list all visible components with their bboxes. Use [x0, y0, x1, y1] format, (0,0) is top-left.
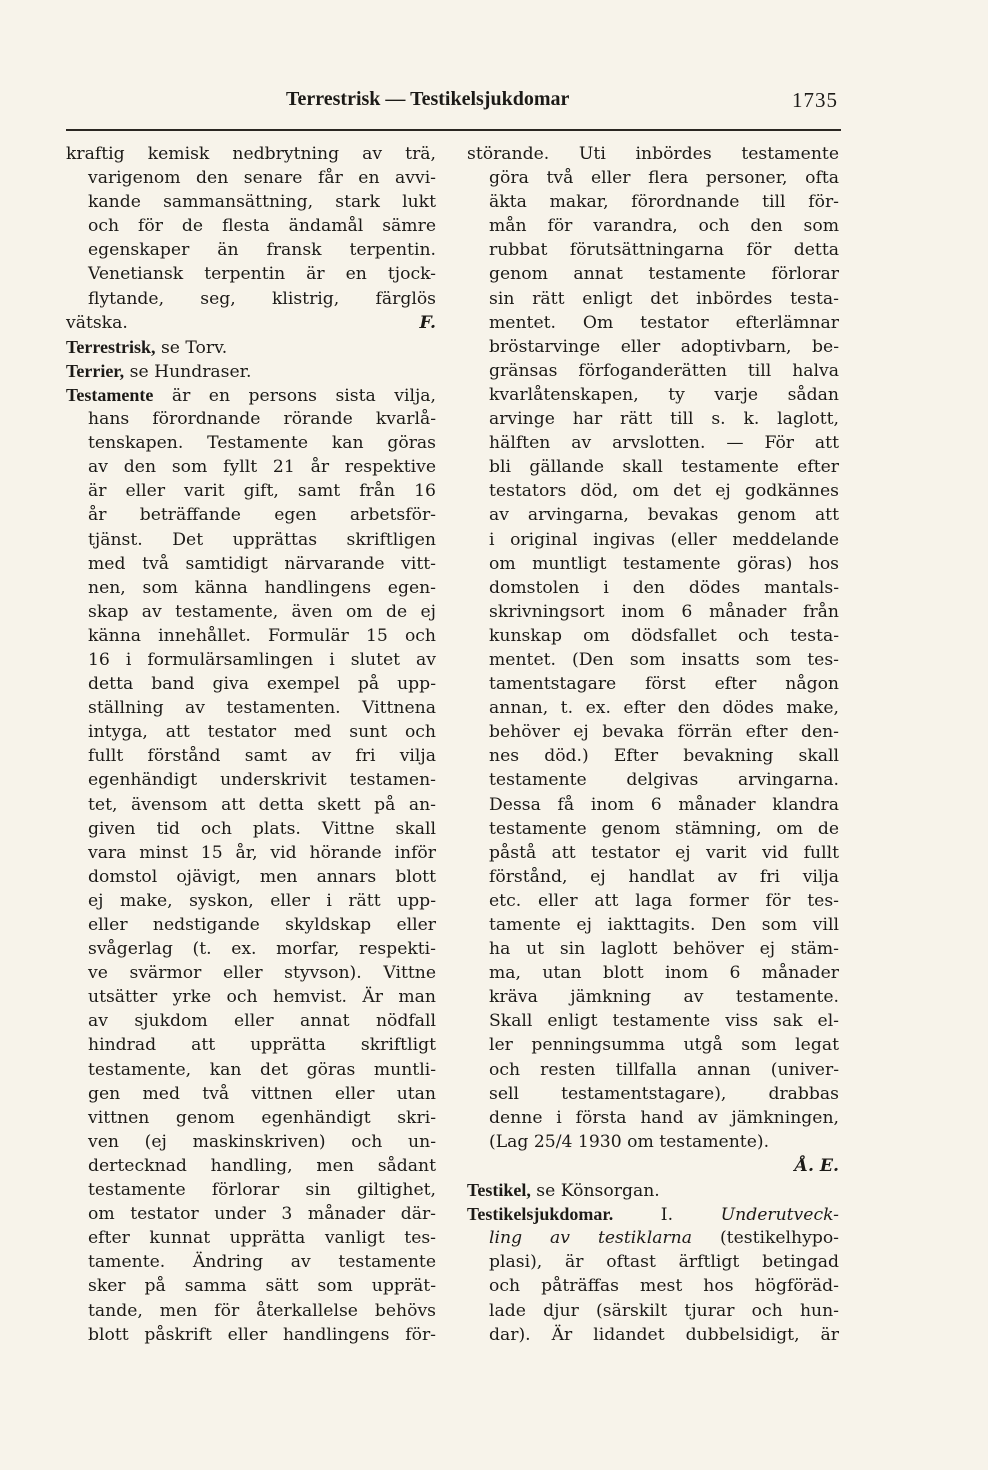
- text-line: skrivningsort inom 6 månader från: [489, 601, 839, 622]
- headword: Terrestrisk,: [66, 336, 156, 357]
- text-line: skap av testamente, även om de ej: [88, 601, 436, 622]
- text-line: dertecknad handling, men sådant: [88, 1155, 436, 1176]
- text-line: rubbat förutsättningarna för detta: [489, 240, 839, 261]
- text-line: tamentstagare först efter någon: [489, 674, 839, 695]
- text-line: med två samtidigt närvarande vitt-: [88, 553, 436, 574]
- entry-text: I.: [613, 1205, 721, 1226]
- text-line: domstol ojävigt, men annars blott: [88, 866, 436, 887]
- text-line: tande, men för återkallelse behövs: [88, 1300, 436, 1321]
- text-line: Skall enligt testamente viss sak el-: [489, 1011, 839, 1032]
- text-line: nes död.) Efter bevakning skall: [489, 746, 839, 767]
- text-line: etc. eller att laga former för tes-: [489, 890, 839, 911]
- text-line: förstånd, ej handlat av fri vilja: [489, 866, 839, 887]
- header-rule: [66, 129, 841, 131]
- text-line: påstå att testator ej varit vid fullt: [489, 842, 839, 863]
- entry-testikel: [467, 1178, 839, 1202]
- text-line: göra två eller flera personer, ofta: [489, 168, 839, 189]
- text-line: behöver ej bevaka förrän efter den-: [489, 722, 839, 743]
- text-line: given tid och plats. Vittne skall: [88, 818, 436, 839]
- text-line: flytande, seg, klistrig, färglös: [88, 288, 436, 309]
- text-line: lade djur (särskilt tjurar och hun-: [489, 1300, 839, 1321]
- text-line: år beträffande egen arbetsför-: [88, 505, 436, 526]
- text-line: mån för varandra, och den som: [489, 216, 839, 237]
- text-line: plasi), är oftast ärftligt betingad: [489, 1252, 839, 1273]
- text-line: egenhändigt underskrivit testamen-: [88, 770, 436, 791]
- text-line: hälften av arvslotten. — För att: [489, 433, 839, 454]
- text-line: störande. Uti inbördes testamente: [467, 144, 839, 164]
- entry-terrestrisk: [66, 335, 436, 359]
- text-line: hans förordnande rörande kvarlå-: [88, 409, 436, 430]
- text-line: mentet. (Den som insatts som tes-: [489, 649, 839, 670]
- entry-text: se Torv.: [155, 337, 228, 358]
- text-line: efter kunnat upprätta vanligt tes-: [88, 1228, 436, 1249]
- text-line: arvinge har rätt till s. k. laglott,: [489, 409, 839, 430]
- text-line: dar). Är lidandet dubbelsidigt, är: [489, 1324, 839, 1345]
- text-line: tamente ej iakttagits. Den som vill: [489, 915, 839, 935]
- text-line: testamente delgivas arvingarna.: [489, 770, 839, 791]
- left-column: [66, 142, 436, 1347]
- headword: Testikel,: [467, 1180, 531, 1201]
- text-line: av sjukdom eller annat nödfall: [88, 1011, 436, 1032]
- entry-testikelsjukdomar-first-line: [467, 1202, 839, 1226]
- entry-text: se Könsorgan.: [530, 1181, 660, 1202]
- entry-testamente-continued: [467, 142, 839, 1154]
- text-line: ler penningsumma utgå som legat: [489, 1035, 839, 1056]
- text-line: tjänst. Det upprättas skriftligen: [88, 529, 436, 550]
- text-line: och resten tillfalla annan (univer-: [489, 1059, 839, 1080]
- text-line: av arvingarna, bevakas genom att: [489, 505, 839, 526]
- entry-testamente-body: [66, 407, 436, 1347]
- entry-testamente-first-line: [66, 383, 436, 407]
- text-line: denne i första hand av jämkningen,: [489, 1107, 839, 1128]
- text-line: om muntligt testamente göras) hos: [489, 553, 839, 574]
- text-line: ej make, syskon, eller i rätt upp-: [88, 890, 436, 911]
- text-line: Dessa få inom 6 månader klandra: [489, 794, 839, 815]
- text-line: i original ingivas (eller meddelande: [489, 529, 839, 550]
- text-line: hindrad att upprätta skriftligt: [88, 1035, 436, 1056]
- text-line: mentet. Om testator efterlämnar: [489, 312, 839, 333]
- author-signature: Å. E.: [794, 1155, 839, 1176]
- text-line: ven (ej maskinskriven) och un-: [88, 1131, 436, 1152]
- text-line: nen, som känna handlingens egen-: [88, 577, 436, 598]
- page-number: 1735: [792, 88, 838, 112]
- text-line: testators död, om det ej godkännes: [489, 481, 839, 502]
- text-line: kvarlåtenskapen, ty varje sådan: [489, 384, 839, 405]
- text-line: sker på samma sätt som upprät-: [88, 1276, 436, 1297]
- text-line: testamente förlorar sin giltighet,: [88, 1180, 436, 1201]
- text-line: testamente, kan det göras muntli-: [88, 1059, 436, 1080]
- text-line: utsätter yrke och hemvist. Är man: [88, 987, 436, 1008]
- text-line: bröstarvinge eller adoptivbarn, be-: [489, 336, 839, 357]
- headword: Testamente: [66, 384, 154, 405]
- text-line: tenskapen. Testamente kan göras: [88, 433, 436, 454]
- text-line: kunskap om dödsfallet och testa-: [489, 625, 839, 646]
- text-line: tet, ävensom att detta skett på an-: [88, 794, 436, 815]
- text-line: om testator under 3 månader där-: [88, 1204, 436, 1225]
- entry-text: (testikelhypo-: [691, 1228, 839, 1249]
- headword: Terrier,: [66, 360, 125, 381]
- line-text: vätska.: [66, 312, 128, 333]
- text-line: sell testamentstagare), drabbas: [489, 1083, 839, 1104]
- text-line: Venetiansk terpentin är en tjock-: [88, 264, 436, 285]
- text-line: 16 i formulärsamlingen i slutet av: [88, 649, 436, 670]
- text-line: fullt förstånd samt av fri vilja: [88, 746, 436, 767]
- text-line: är eller varit gift, samt från 16: [88, 481, 436, 502]
- text-line: (Lag 25/4 1930 om testamente).: [489, 1131, 770, 1152]
- text-line: genom annat testamente förlorar: [489, 264, 839, 285]
- text-line: kräva jämkning av testamente.: [489, 987, 839, 1008]
- text-line: detta band giva exempel på upp-: [88, 674, 436, 695]
- text-line: testamente genom stämning, om de: [489, 818, 839, 839]
- text-line: kande sammansättning, stark lukt: [88, 192, 436, 213]
- text-line: gen med två vittnen eller utan: [88, 1083, 436, 1104]
- text-line: vara minst 15 år, vid hörande inför: [88, 842, 436, 863]
- text-line: ma, utan blott inom 6 månader: [489, 963, 839, 984]
- entry-text: se Hundraser.: [124, 361, 252, 382]
- text-line: intyga, att testator med sunt och: [88, 722, 436, 743]
- entry-text: är en persons sista vilja,: [153, 385, 436, 406]
- text-line: ve svärmor eller styvson). Vittne: [88, 963, 436, 984]
- text-line: ställning av testamenten. Vittnena: [88, 698, 436, 719]
- headword: Testikelsjukdomar.: [467, 1204, 614, 1225]
- text-line: kraftig kemisk nedbrytning av trä,: [66, 144, 436, 164]
- text-line: tamente. Ändring av testamente: [88, 1252, 436, 1273]
- text-line: äkta makar, förordnande till för-: [489, 192, 839, 213]
- text-line: sin rätt enligt det inbördes testa-: [489, 288, 839, 309]
- text-line: känna innehållet. Formulär 15 och: [88, 625, 436, 646]
- text-line: ha ut sin laglott behöver ej stäm-: [489, 939, 839, 960]
- text-line: bli gällande skall testamente efter: [489, 457, 839, 478]
- entry-terpentin-continued: [66, 142, 436, 311]
- text-line: eller nedstigande skyldskap eller: [88, 915, 436, 935]
- italic-term: Underutveck-: [720, 1205, 839, 1226]
- text-line: av den som fyllt 21 år respektive: [88, 457, 436, 478]
- entry-testikelsjukdomar-body: [467, 1250, 839, 1346]
- text-line: blott påskrift eller handlingens för-: [88, 1324, 436, 1345]
- text-line: och för de flesta ändamål sämre: [88, 216, 436, 237]
- text-line: svågerlag (t. ex. morfar, respekti-: [88, 939, 436, 960]
- author-signature: F.: [419, 312, 436, 333]
- text-line: egenskaper än fransk terpentin.: [88, 240, 436, 261]
- text-line: vittnen genom egenhändigt skri-: [88, 1107, 436, 1128]
- text-line: och påträffas mest hos högföräd-: [489, 1276, 839, 1297]
- page-header: [66, 88, 838, 118]
- text-line: domstolen i den dödes mantals-: [489, 577, 839, 598]
- text-line: [467, 1226, 839, 1250]
- right-column: [467, 142, 839, 1347]
- text-line: varigenom den senare får en avvi-: [88, 168, 436, 189]
- entry-terrier: [66, 359, 436, 383]
- text-line: annan, t. ex. efter den dödes make,: [489, 698, 839, 719]
- text-line: gränsas förfoganderätten till halva: [489, 360, 839, 381]
- text-line: [66, 311, 436, 335]
- running-title: Terrestrisk — Testikelsjukdomar: [286, 88, 570, 110]
- italic-term: ling av testiklarna: [489, 1228, 692, 1249]
